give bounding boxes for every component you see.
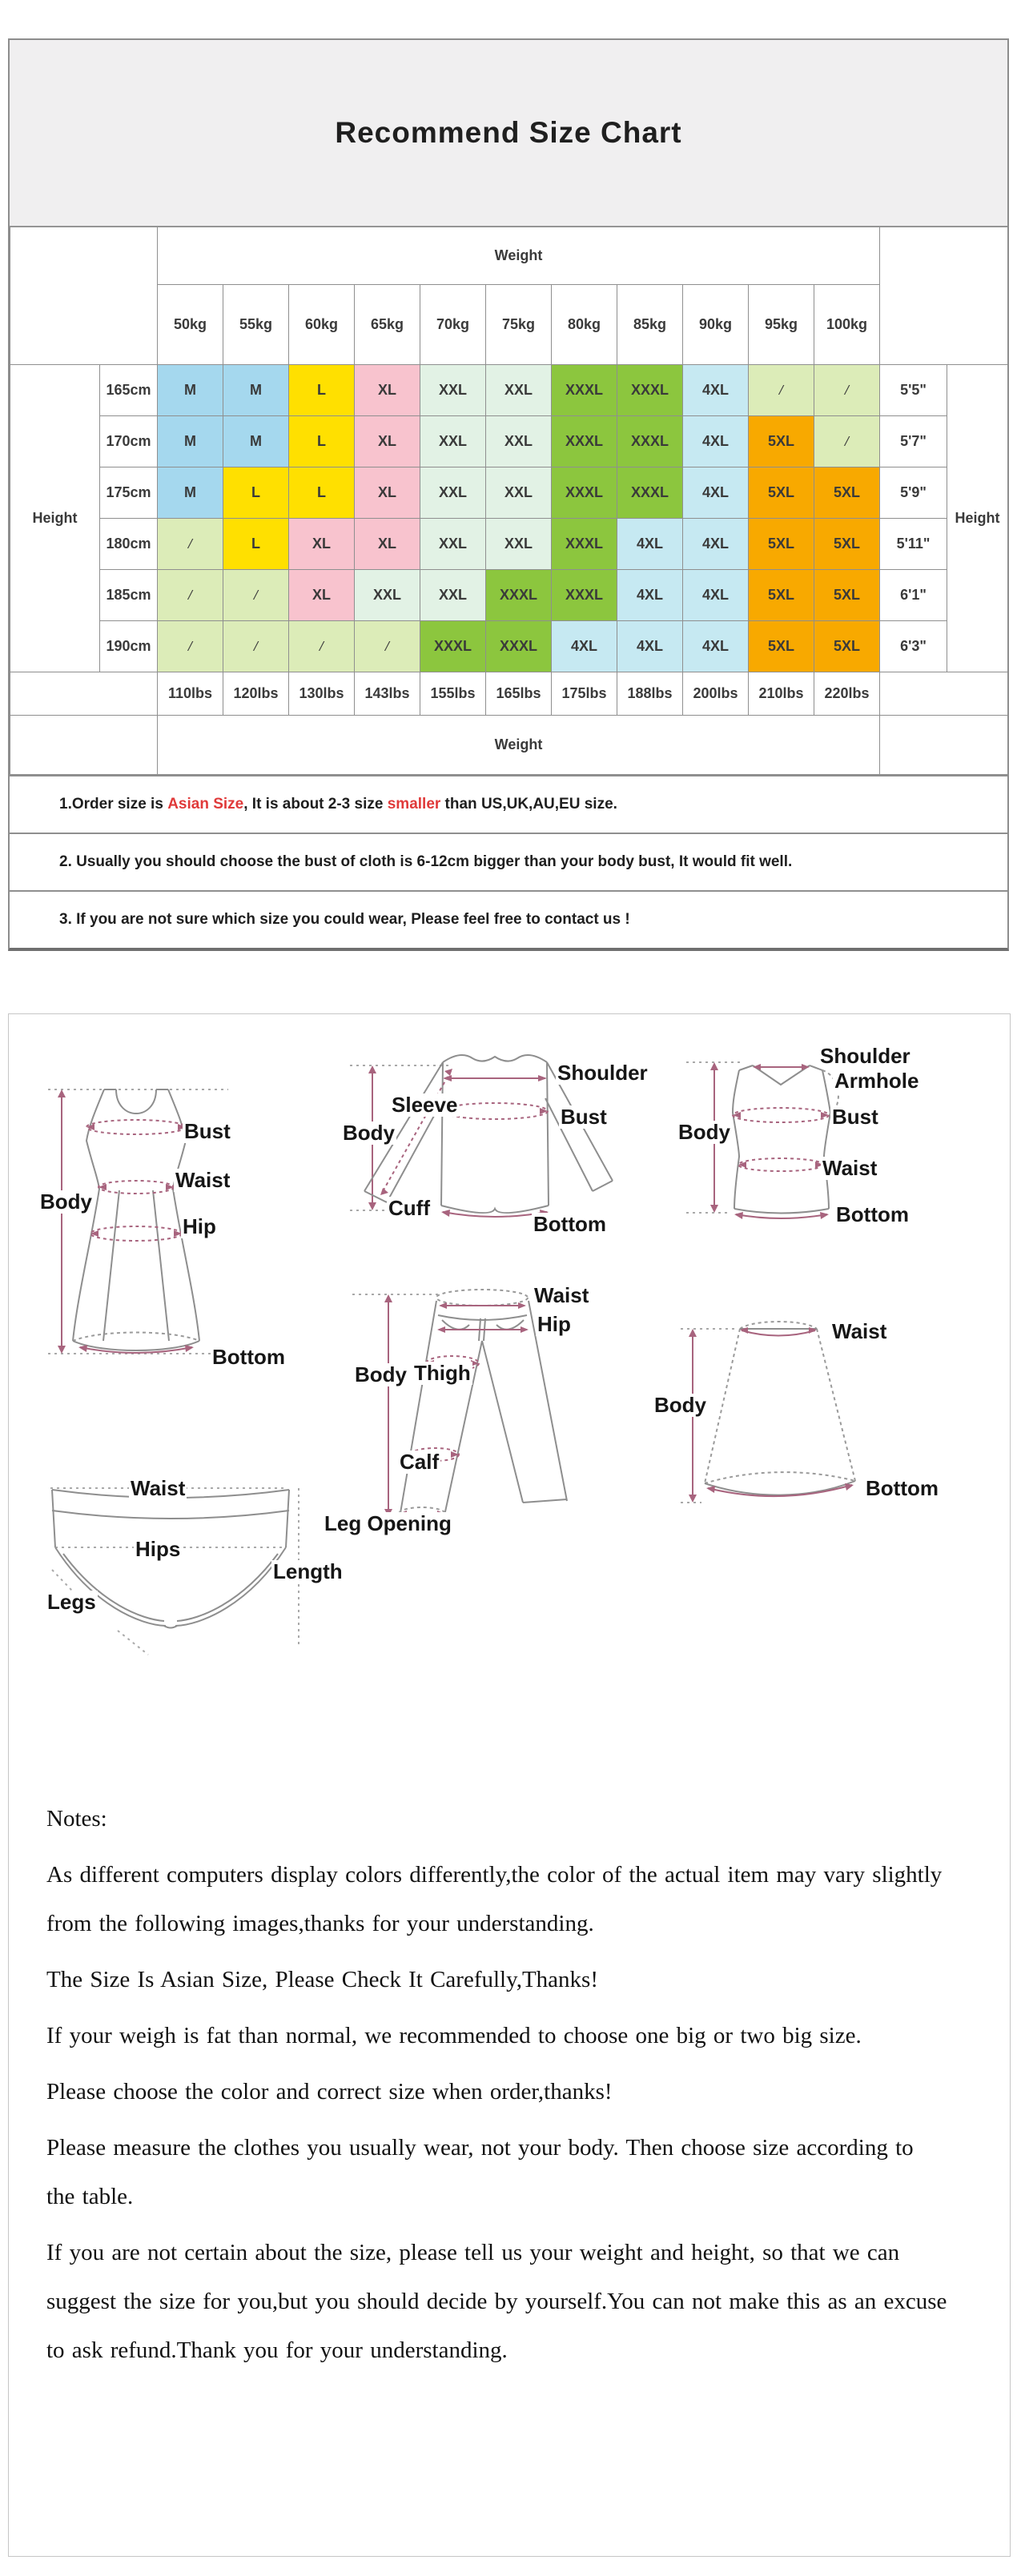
size-cell: 5XL xyxy=(749,570,814,621)
weight-lbs-cell: 220lbs xyxy=(814,672,880,716)
size-cell: 4XL xyxy=(683,570,749,621)
height-cm-cell: 185cm xyxy=(100,570,158,621)
notes-paragraph: The Size Is Asian Size, Please Check It Carefully,Thanks! xyxy=(46,1967,598,1992)
size-cell: 4XL xyxy=(617,570,683,621)
size-cell: XXL xyxy=(486,467,552,519)
order-notes xyxy=(10,775,1007,948)
size-cell: 4XL xyxy=(617,621,683,672)
size-cell: XXXL xyxy=(486,570,552,621)
size-cell: 4XL xyxy=(617,519,683,570)
size-cell: XL xyxy=(355,467,420,519)
size-cell: XXXL xyxy=(552,570,617,621)
height-ft-cell: 6'3" xyxy=(880,621,947,672)
size-cell: 5XL xyxy=(814,467,880,519)
weight-kg-cell: 55kg xyxy=(223,285,289,365)
size-cell: / xyxy=(223,570,289,621)
weight-lbs-cell: 130lbs xyxy=(289,672,355,716)
dress-bottom-label: Bottom xyxy=(212,1345,285,1369)
size-cell: XXXL xyxy=(420,621,486,672)
notes-paragraph: Please choose the color and correct size when order,thanks! xyxy=(46,2079,613,2105)
corner-cell xyxy=(10,672,158,716)
size-cell: XXL xyxy=(420,416,486,467)
table-row xyxy=(10,365,1008,416)
weight-kg-cell: 95kg xyxy=(749,285,814,365)
order-note-1 xyxy=(10,775,1007,833)
notes-paragraph: As different computers display colors differently,the color of the actual item may vary slightly from the following images,thanks for your understanding. xyxy=(46,1862,943,1936)
height-ft-cell: 5'9" xyxy=(880,467,947,519)
vest-bottom-label: Bottom xyxy=(836,1202,909,1226)
weight-lbs-cell: 155lbs xyxy=(420,672,486,716)
shirt-sleeve-label: Sleeve xyxy=(392,1093,458,1117)
weight-lbs-cell: 175lbs xyxy=(552,672,617,716)
size-cell: XXL xyxy=(420,365,486,416)
table-row xyxy=(10,570,1008,621)
height-cm-cell: 190cm xyxy=(100,621,158,672)
size-table xyxy=(10,227,1008,775)
size-cell: 5XL xyxy=(814,621,880,672)
vest-armhole-label: Armhole xyxy=(834,1069,919,1093)
size-cell: M xyxy=(158,365,223,416)
weight-lbs-cell: 110lbs xyxy=(158,672,223,716)
size-cell: XXXL xyxy=(552,519,617,570)
height-ft-cell: 5'11" xyxy=(880,519,947,570)
height-ft-cell: 5'7" xyxy=(880,416,947,467)
size-cell: 5XL xyxy=(749,519,814,570)
corner-cell xyxy=(880,672,1008,716)
size-cell: XXL xyxy=(486,416,552,467)
weight-lbs-cell: 200lbs xyxy=(683,672,749,716)
underwear-waist-label: Waist xyxy=(131,1476,186,1500)
size-cell: / xyxy=(355,621,420,672)
pants-waist-label: Waist xyxy=(534,1283,589,1307)
height-ft-cell: 6'1" xyxy=(880,570,947,621)
weight-kg-cell: 90kg xyxy=(683,285,749,365)
order-note-2 xyxy=(10,833,1007,890)
size-cell: XXL xyxy=(420,519,486,570)
table-row xyxy=(10,416,1008,467)
note-text: 1.Order size is xyxy=(59,796,168,813)
title-bar xyxy=(10,40,1007,227)
size-cell: M xyxy=(223,416,289,467)
shirt-bust-label: Bust xyxy=(561,1105,607,1129)
size-cell: XXL xyxy=(355,570,420,621)
table-row xyxy=(10,621,1008,672)
order-note-3 xyxy=(10,890,1007,948)
size-cell: 4XL xyxy=(683,416,749,467)
weight-lbs-cell: 210lbs xyxy=(749,672,814,716)
size-cell: XXXL xyxy=(617,467,683,519)
measurement-panel xyxy=(8,1013,1011,2557)
height-cm-cell: 180cm xyxy=(100,519,158,570)
size-cell: / xyxy=(749,365,814,416)
dress-diagram xyxy=(36,1077,276,1381)
table-row xyxy=(10,467,1008,519)
size-cell: 5XL xyxy=(749,621,814,672)
underwear-length-label: Length xyxy=(273,1559,343,1583)
weight-header-bottom: Weight xyxy=(158,716,880,775)
size-cell: 4XL xyxy=(683,621,749,672)
size-cell: XL xyxy=(355,365,420,416)
size-cell: 5XL xyxy=(749,416,814,467)
skirt-body-label: Body xyxy=(654,1393,706,1417)
size-cell: XXXL xyxy=(552,365,617,416)
size-cell: / xyxy=(158,519,223,570)
size-cell: 5XL xyxy=(814,570,880,621)
height-header-left: Height xyxy=(10,365,100,672)
weight-kg-cell: 60kg xyxy=(289,285,355,365)
note-text: 2. Usually you should choose the bust of cloth is 6-12cm bigger than your body bust, It would fit well. xyxy=(59,853,793,870)
skirt-waist-label: Waist xyxy=(832,1319,887,1343)
skirt-bottom-label: Bottom xyxy=(866,1476,939,1500)
table-row xyxy=(10,285,1008,365)
size-cell: 4XL xyxy=(552,621,617,672)
size-cell: XL xyxy=(289,519,355,570)
size-cell: L xyxy=(223,519,289,570)
size-cell: / xyxy=(158,621,223,672)
size-cell: XXXL xyxy=(617,365,683,416)
shirt-body-label: Body xyxy=(343,1121,395,1145)
note-text: than US,UK,AU,EU size. xyxy=(440,796,617,813)
size-cell: 4XL xyxy=(683,467,749,519)
size-cell: XXL xyxy=(486,519,552,570)
weight-kg-cell: 70kg xyxy=(420,285,486,365)
size-cell: XXL xyxy=(420,467,486,519)
weight-lbs-cell: 120lbs xyxy=(223,672,289,716)
weight-lbs-cell: 165lbs xyxy=(486,672,552,716)
underwear-legs-label: Legs xyxy=(47,1590,96,1614)
corner-cell xyxy=(880,227,1008,365)
dress-body-label: Body xyxy=(40,1190,92,1214)
note-red-text: Asian Size xyxy=(167,796,244,813)
size-cell: 5XL xyxy=(749,467,814,519)
vest-waist-label: Waist xyxy=(822,1156,878,1180)
size-cell: / xyxy=(223,621,289,672)
weight-kg-cell: 80kg xyxy=(552,285,617,365)
pants-calf-label: Calf xyxy=(400,1450,440,1474)
weight-kg-cell: 100kg xyxy=(814,285,880,365)
size-cell: XXXL xyxy=(486,621,552,672)
table-row xyxy=(10,227,1008,285)
dress-hip-label: Hip xyxy=(183,1214,216,1238)
table-row xyxy=(10,716,1008,775)
vest-bust-label: Bust xyxy=(832,1105,878,1129)
shirt-shoulder-label: Shoulder xyxy=(557,1061,648,1085)
table-row xyxy=(10,672,1008,716)
corner-cell xyxy=(10,227,158,365)
height-cm-cell: 175cm xyxy=(100,467,158,519)
note-text: 3. If you are not sure which size you could wear, Please feel free to contact us ! xyxy=(59,911,630,928)
size-cell: 5XL xyxy=(814,519,880,570)
size-cell: XXXL xyxy=(552,416,617,467)
notes-paragraph: If your weigh is fat than normal, we recommended to choose one big or two big size. xyxy=(46,2023,862,2048)
notes-paragraph: If you are not certain about the size, please tell us your weight and height, so that we can suggest the size for you,but you should decide by yourself.You can not make this as an excuse to ask refund.Thank you for your understanding. xyxy=(46,2240,947,2363)
size-cell: L xyxy=(289,416,355,467)
bottom-notes xyxy=(46,1795,947,2382)
pants-hip-label: Hip xyxy=(537,1312,571,1336)
size-cell: M xyxy=(158,416,223,467)
shirt-cuff-label: Cuff xyxy=(388,1196,430,1220)
notes-paragraph: Please measure the clothes you usually wear, not your body. Then choose size according to the table. xyxy=(46,2135,914,2209)
weight-kg-cell: 50kg xyxy=(158,285,223,365)
size-cell: XL xyxy=(289,570,355,621)
size-chart-panel xyxy=(8,38,1009,951)
size-cell: / xyxy=(814,416,880,467)
weight-lbs-cell: 188lbs xyxy=(617,672,683,716)
size-cell: / xyxy=(814,365,880,416)
page-title: Recommend Size Chart xyxy=(335,116,682,149)
size-cell: L xyxy=(289,365,355,416)
size-cell: XXXL xyxy=(552,467,617,519)
pants-leg-opening-label: Leg Opening xyxy=(324,1511,452,1535)
size-cell: XL xyxy=(355,416,420,467)
size-table-body xyxy=(10,227,1008,775)
note-text: , It is about 2-3 size xyxy=(243,796,388,813)
size-cell: M xyxy=(158,467,223,519)
weight-lbs-cell: 143lbs xyxy=(355,672,420,716)
size-cell: 4XL xyxy=(683,519,749,570)
size-cell: XXXL xyxy=(617,416,683,467)
vest-shoulder-label: Shoulder xyxy=(820,1044,910,1068)
size-cell: / xyxy=(289,621,355,672)
weight-kg-cell: 75kg xyxy=(486,285,552,365)
size-cell: / xyxy=(158,570,223,621)
size-cell: XXL xyxy=(486,365,552,416)
shirt-bottom-label: Bottom xyxy=(533,1212,606,1236)
size-cell: M xyxy=(223,365,289,416)
underwear-hips-label: Hips xyxy=(135,1537,181,1561)
height-cm-cell: 165cm xyxy=(100,365,158,416)
note-red-text: smaller xyxy=(387,796,441,813)
size-cell: L xyxy=(223,467,289,519)
size-cell: XL xyxy=(355,519,420,570)
corner-cell xyxy=(880,716,1008,775)
corner-cell xyxy=(10,716,158,775)
weight-header-top: Weight xyxy=(158,227,880,285)
weight-kg-cell: 65kg xyxy=(355,285,420,365)
size-cell: L xyxy=(289,467,355,519)
dress-bust-label: Bust xyxy=(184,1119,231,1143)
dress-waist-label: Waist xyxy=(175,1168,231,1192)
size-cell: 4XL xyxy=(683,365,749,416)
pants-thigh-label: Thigh xyxy=(414,1361,471,1385)
pants-body-label: Body xyxy=(355,1362,407,1386)
height-header-right: Height xyxy=(947,365,1008,672)
weight-kg-cell: 85kg xyxy=(617,285,683,365)
vest-body-label: Body xyxy=(678,1120,730,1144)
height-ft-cell: 5'5" xyxy=(880,365,947,416)
table-row xyxy=(10,519,1008,570)
notes-heading: Notes: xyxy=(46,1806,107,1832)
size-cell: XXL xyxy=(420,570,486,621)
height-cm-cell: 170cm xyxy=(100,416,158,467)
